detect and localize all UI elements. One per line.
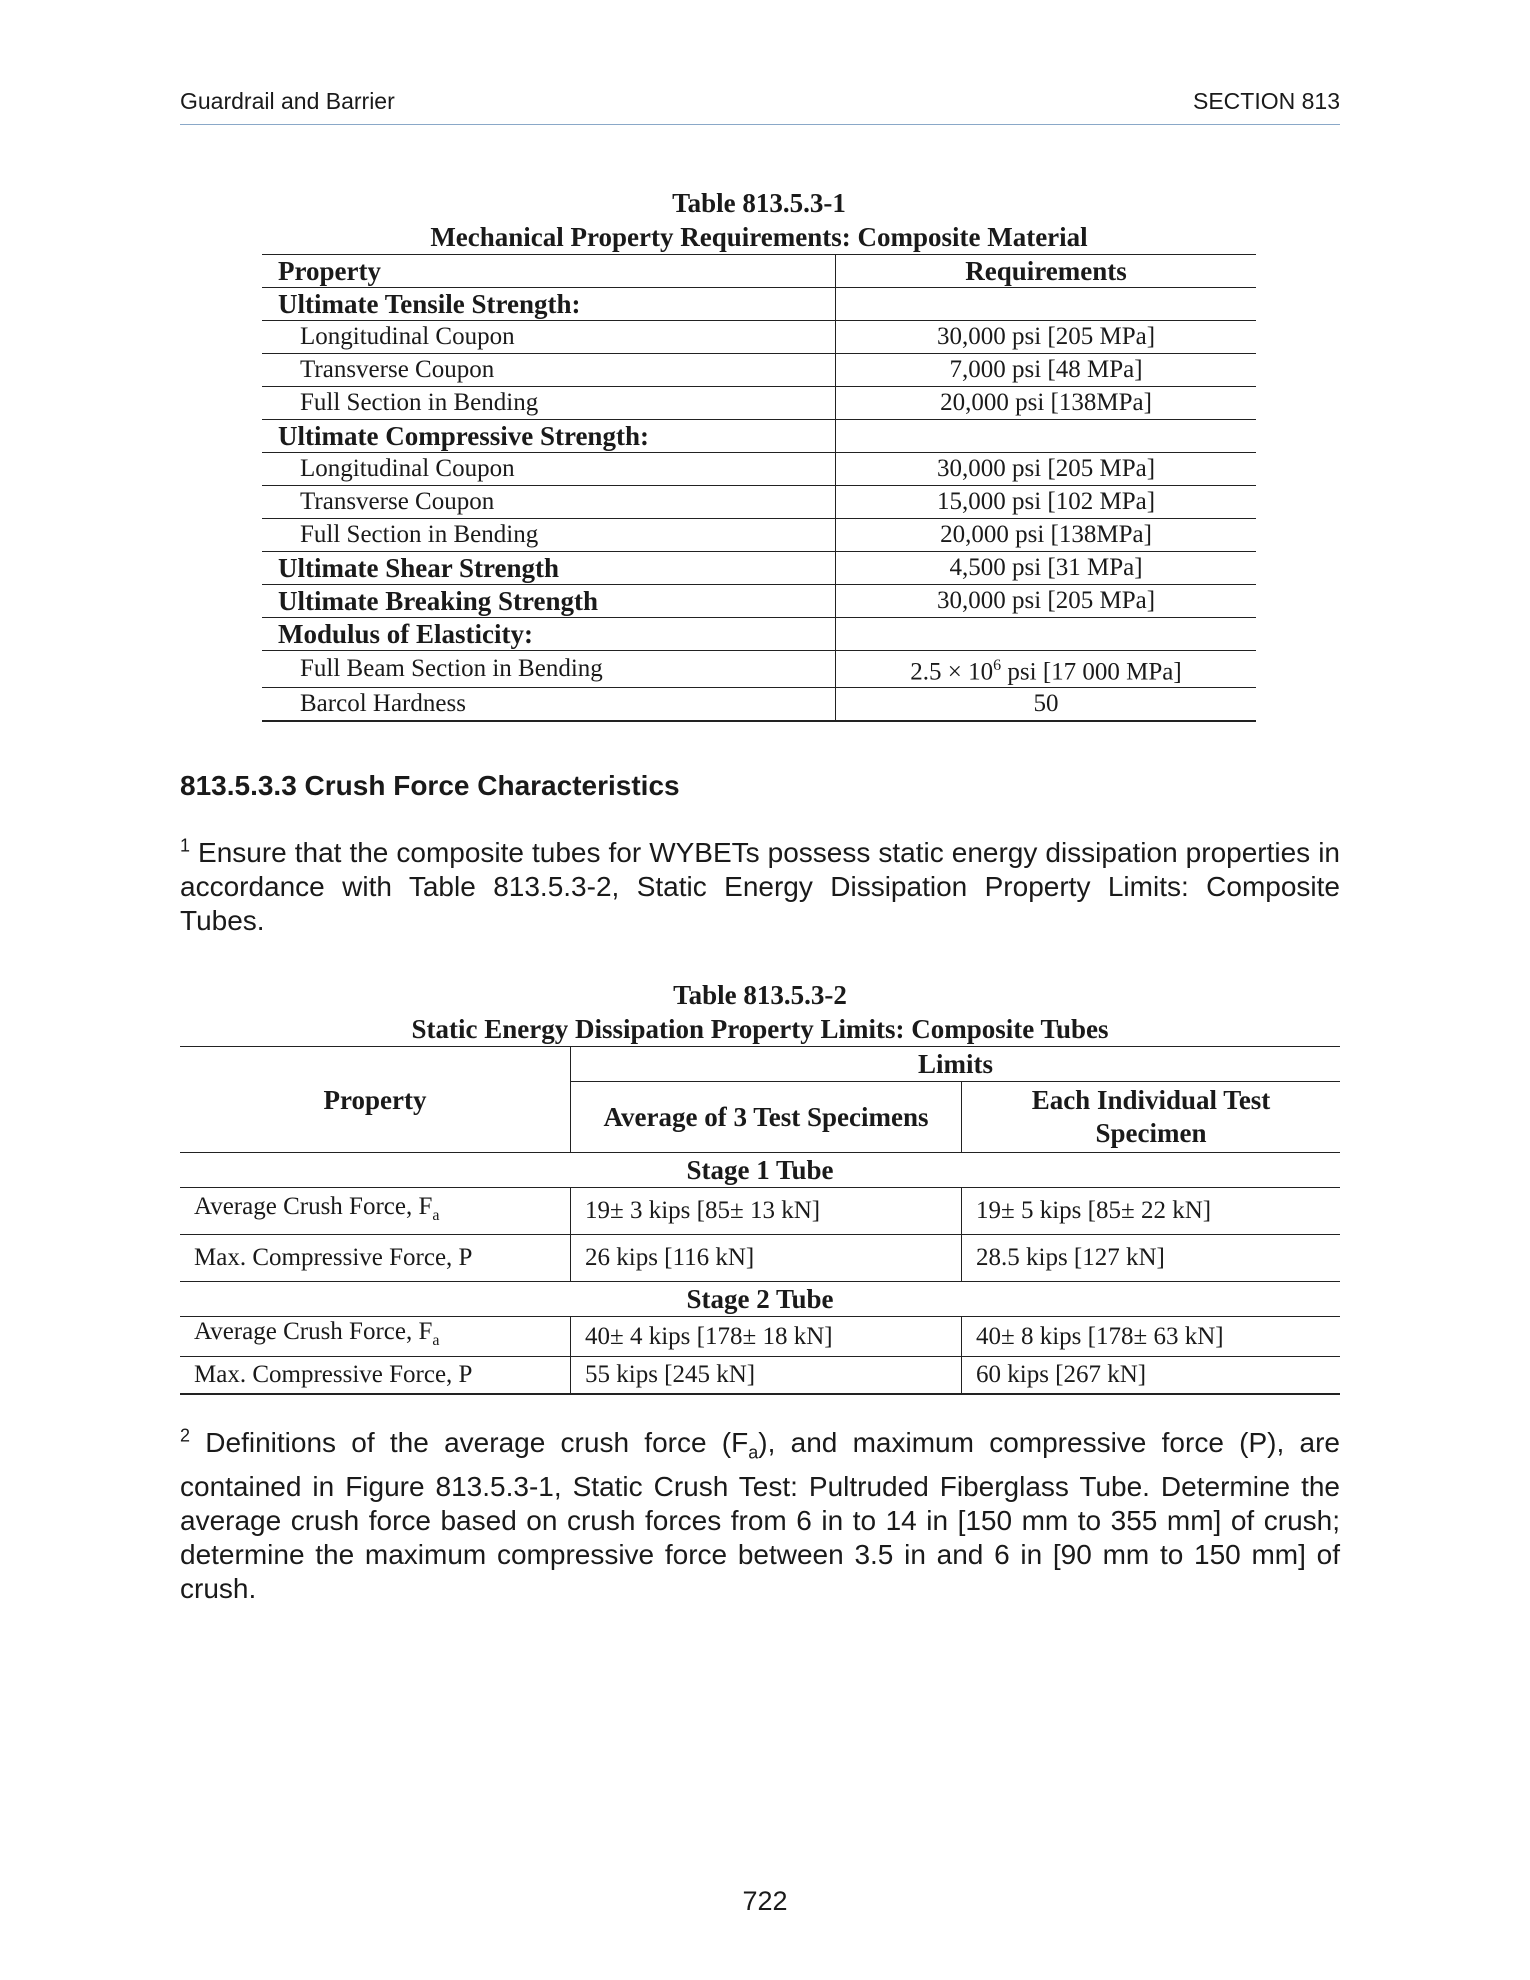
row-label: Ultimate Shear Strength	[262, 552, 836, 585]
force-subscript: a	[748, 1442, 759, 1463]
row-value	[836, 288, 1257, 321]
value-unit: psi [17 000 MPa]	[1001, 658, 1182, 686]
row-average: 55 kips [245 kN]	[571, 1357, 962, 1395]
row-value	[836, 618, 1257, 651]
table1-caption-number: Table 813.5.3-1	[672, 188, 846, 218]
table-row	[180, 1188, 1340, 1235]
paragraph-1	[180, 836, 1340, 938]
table-row	[262, 420, 1256, 453]
paragraph-text: Ensure that the composite tubes for WYBETs possess static energy dissipation properties in accordance with Table 813.5.3-2, Static Energy Dissipation Property Limits: Composite Tubes.	[180, 837, 1340, 936]
row-label	[180, 1317, 571, 1357]
table-row	[262, 651, 1256, 688]
row-value	[836, 420, 1257, 453]
row-label: Ultimate Tensile Strength:	[262, 288, 836, 321]
table2-header-limits: Limits	[571, 1047, 1341, 1082]
row-each: 40± 8 kips [178± 63 kN]	[962, 1317, 1341, 1357]
table-813-5-3-1	[262, 186, 1256, 722]
row-value: 30,000 psi [205 MPa]	[836, 453, 1257, 486]
row-value: 7,000 psi [48 MPa]	[836, 354, 1257, 387]
row-label: Barcol Hardness	[262, 688, 836, 722]
table-row	[180, 1235, 1340, 1282]
row-value: 4,500 psi [31 MPa]	[836, 552, 1257, 585]
force-subscript: a	[432, 1332, 440, 1349]
row-value: 20,000 psi [138MPa]	[836, 519, 1257, 552]
row-value: 30,000 psi [205 MPa]	[836, 321, 1257, 354]
row-label: Max. Compressive Force, P	[180, 1235, 571, 1282]
row-label: Full Section in Bending	[262, 519, 836, 552]
paragraph-2	[180, 1426, 1340, 1606]
table2-header-average: Average of 3 Test Specimens	[571, 1082, 962, 1153]
table-row	[262, 321, 1256, 354]
table-row	[262, 585, 1256, 618]
row-each: 60 kips [267 kN]	[962, 1357, 1341, 1395]
table2-caption-title: Static Energy Dissipation Property Limits: Composite Tubes	[411, 1014, 1109, 1044]
row-label: Longitudinal Coupon	[262, 453, 836, 486]
section-heading: 813.5.3.3 Crush Force Characteristics	[180, 770, 680, 801]
row-average: 19± 3 kips [85± 13 kN]	[571, 1188, 962, 1235]
row-label: Transverse Coupon	[262, 486, 836, 519]
paragraph-text-start: Definitions of the average crush force (F	[190, 1427, 749, 1458]
table2-grid	[180, 1046, 1340, 1395]
table1-header-property: Property	[262, 255, 836, 288]
table-row	[262, 387, 1256, 420]
row-label: Full Beam Section in Bending	[262, 651, 836, 688]
force-name: Average Crush Force, F	[194, 1318, 433, 1345]
table-row	[262, 519, 1256, 552]
table-row	[262, 688, 1256, 722]
table1-grid	[262, 254, 1256, 722]
row-value: 20,000 psi [138MPa]	[836, 387, 1257, 420]
paragraph-number: 2	[180, 1425, 191, 1446]
header-chapter-title: Guardrail and Barrier	[180, 88, 395, 114]
stage-2-label: Stage 2 Tube	[180, 1282, 1340, 1317]
row-value: 50	[836, 688, 1257, 722]
table-813-5-3-2	[180, 978, 1340, 1395]
page-header	[180, 88, 1340, 125]
table2-header-each: Each Individual Test Specimen	[962, 1082, 1341, 1153]
table1-header-requirements: Requirements	[836, 255, 1257, 288]
row-value	[836, 651, 1257, 688]
header-section-number: SECTION 813	[1193, 88, 1340, 114]
paragraph-text-end: ), and maximum compressive force (P), are contained in Figure 813.5.3-1, Static Crush Test: Pultruded Fiberglass Tube. Determine the average crush force based on crush forces from 6 in to 14 in [150 mm to 355 mm] of crush; determine the maximum compressive force between 3.5 in and 6 in [90 mm to 150 mm] of crush.	[180, 1427, 1340, 1604]
table-row	[262, 453, 1256, 486]
table-row	[180, 1317, 1340, 1357]
stage-1-label: Stage 1 Tube	[180, 1153, 1340, 1188]
paragraph-number: 1	[180, 835, 191, 856]
table2-header-property: Property	[180, 1047, 571, 1153]
page-number: 722	[742, 1886, 788, 1916]
table-row	[262, 486, 1256, 519]
table2-caption-number: Table 813.5.3-2	[673, 980, 847, 1010]
table-row	[262, 354, 1256, 387]
table-row	[262, 618, 1256, 651]
row-label: Max. Compressive Force, P	[180, 1357, 571, 1395]
row-label: Ultimate Compressive Strength:	[262, 420, 836, 453]
row-label: Full Section in Bending	[262, 387, 836, 420]
force-name: Average Crush Force, F	[194, 1192, 433, 1220]
row-label: Longitudinal Coupon	[262, 321, 836, 354]
row-label: Transverse Coupon	[262, 354, 836, 387]
row-value: 15,000 psi [102 MPa]	[836, 486, 1257, 519]
table-row	[180, 1357, 1340, 1395]
value-exponent: 6	[993, 657, 1002, 674]
row-value: 30,000 psi [205 MPa]	[836, 585, 1257, 618]
row-each: 19± 5 kips [85± 22 kN]	[962, 1188, 1341, 1235]
row-label	[180, 1188, 571, 1235]
force-subscript: a	[432, 1206, 440, 1224]
row-average: 26 kips [116 kN]	[571, 1235, 962, 1282]
table-row	[262, 552, 1256, 585]
row-label: Ultimate Breaking Strength	[262, 585, 836, 618]
row-average: 40± 4 kips [178± 18 kN]	[571, 1317, 962, 1357]
value-mantissa: 2.5 × 10	[910, 658, 994, 686]
row-label: Modulus of Elasticity:	[262, 618, 836, 651]
table-row	[262, 288, 1256, 321]
row-each: 28.5 kips [127 kN]	[962, 1235, 1341, 1282]
table1-caption-title: Mechanical Property Requirements: Composite Material	[430, 222, 1088, 252]
